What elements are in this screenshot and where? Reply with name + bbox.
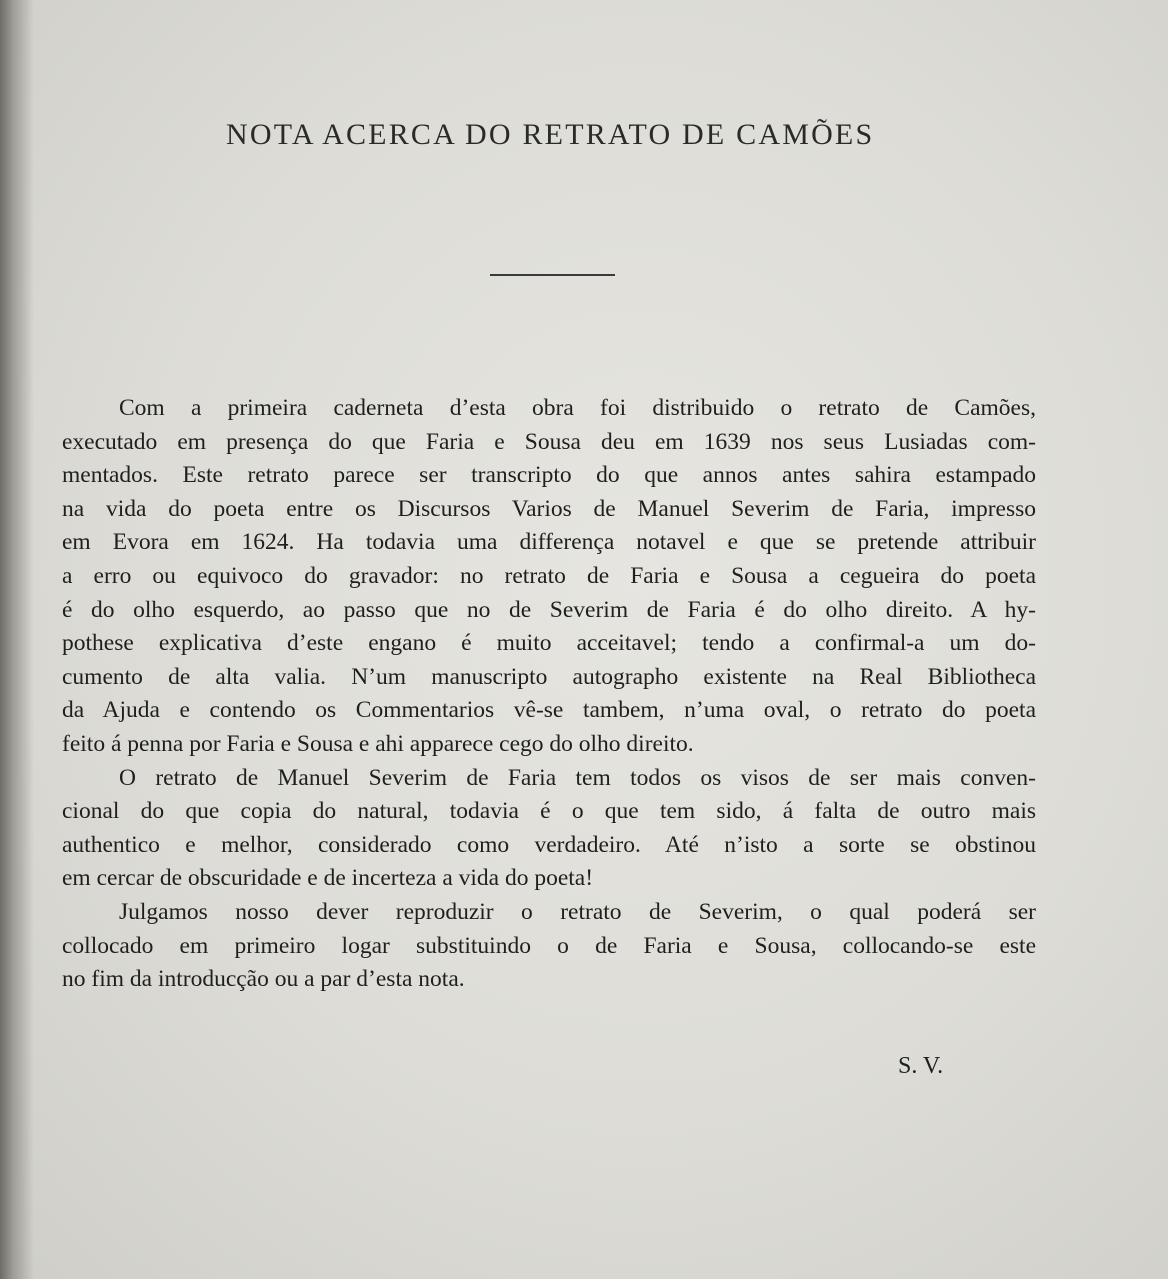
text-line: em cercar de obscuridade e de incerteza a vida do poeta! [62,865,594,892]
text-line: a erro ou equivoco do gravador: no retrato de Faria e Sousa a cegueira do poeta [62,562,1036,589]
text-line: executado em presença do que Faria e Sousa deu em 1639 nos seus Lusiadas com- [62,428,1036,455]
paragraph-3 [62,896,1036,997]
signature: S. V. [898,1053,944,1079]
paragraph-1 [62,392,1036,762]
text-line: cumento de alta valia. N’um manuscripto autographo existente na Real Bibliotheca [62,663,1036,690]
text-line: feito á penna por Faria e Sousa e ahi apparece cego do olho direito. [62,730,694,757]
text-line: Com a primeira caderneta d’esta obra foi distribuido o retrato de Camões, [119,395,1036,421]
text-line: collocado em primeiro logar substituindo o de Faria e Sousa, collocando-se este [62,932,1036,959]
body-text [62,392,1036,997]
text-line: pothese explicativa d’este engano é muito acceitavel; tendo a confirmal-a um do- [62,630,1036,657]
text-line: no fim da introducção ou a par d’esta nota. [62,966,465,993]
text-line: O retrato de Manuel Severim de Faria tem todos os visos de ser mais conven- [119,764,1036,791]
text-line: mentados. Este retrato parece ser transcripto do que annos antes sahira estampado [62,462,1036,489]
text-line: authentico e melhor, considerado como verdadeiro. Até n’isto a sorte se obstinou [62,831,1036,858]
title-divider [490,274,615,276]
page-binding-shadow [0,0,34,1279]
text-line: em Evora em 1624. Ha todavia uma differença notavel e que se pretende attribuir [62,529,1036,556]
text-line: cional do que copia do natural, todavia é o que tem sido, á falta de outro mais [62,798,1036,825]
paragraph-2 [62,762,1036,896]
text-line: da Ajuda e contendo os Commentarios vê-se tambem, n’uma oval, o retrato do poeta [62,697,1036,724]
text-line: Julgamos nosso dever reproduzir o retrato de Severim, o qual poderá ser [119,898,1036,925]
text-line: é do olho esquerdo, ao passo que no de Severim de Faria é do olho direito. A hy- [62,596,1036,623]
text-line: na vida do poeta entre os Discursos Varios de Manuel Severim de Faria, impresso [62,495,1036,522]
page-title: NOTA ACERCA DO RETRATO DE CAMÕES [226,118,875,151]
